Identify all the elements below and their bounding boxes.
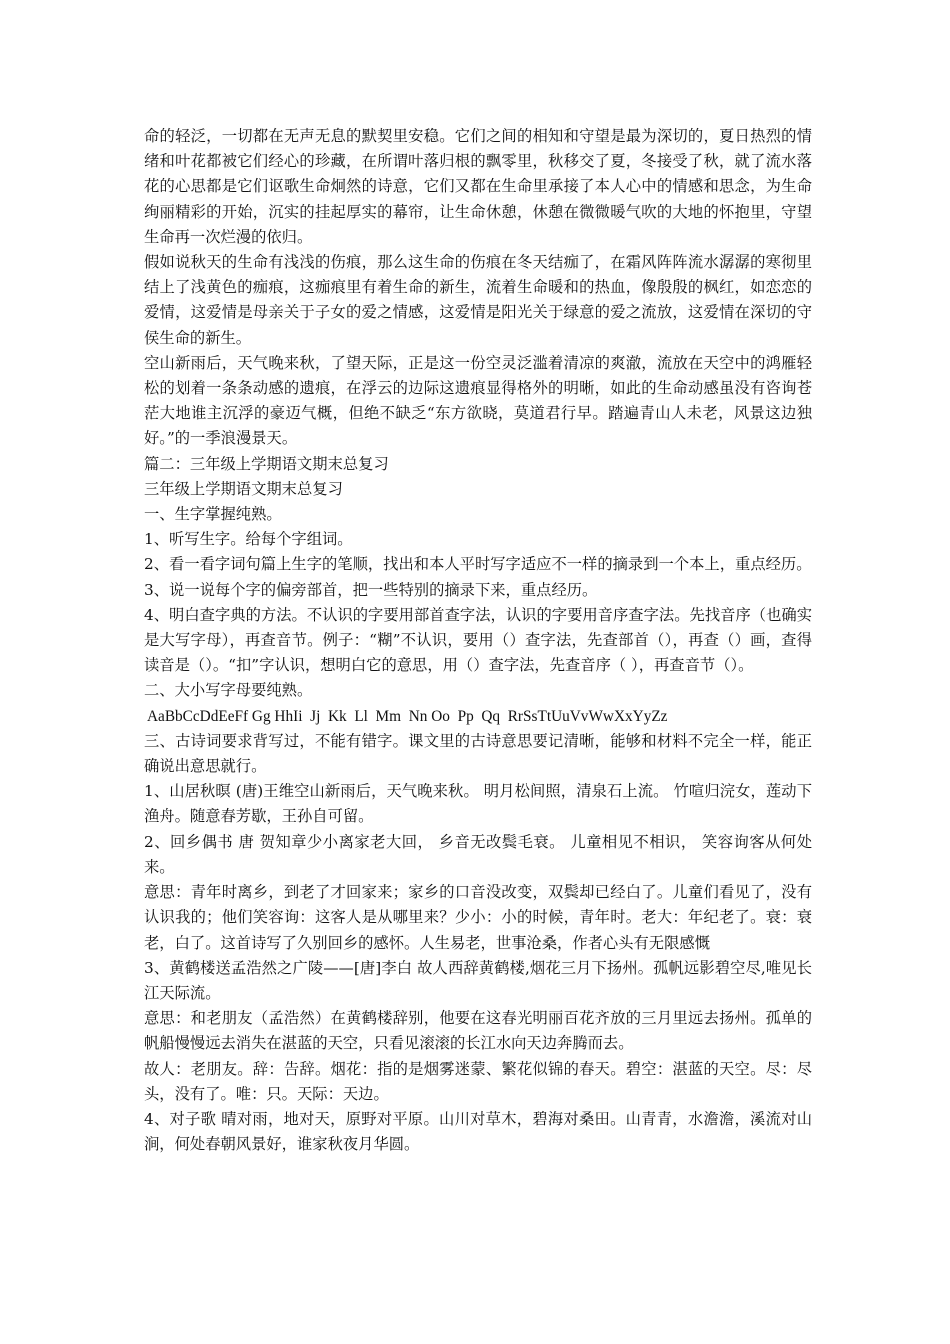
document-body <box>144 124 812 1157</box>
section-heading-part-two: 篇二：三年级上学期语文期末总复习 <box>144 454 389 473</box>
list-item-radicals: 3、说一说每个字的偏旁部首，把一些特别的摘录下来，重点经历。 <box>144 580 598 599</box>
list-item-dictionary: 4、明白查字典的方法。不认识的字要用部首查字法，认识的字要用音序查字法。先找音序（也确实是大写字母），再查音节。例子：“糊”不认识，要用（）查字法，先查部首（），再查（）画，查得读音是（）。“扣”字认识，想明白它的意思，用（）查字法，先查音序（ ），再查音节（）。 <box>144 605 812 675</box>
poem-yellow-crane-tower: 3、黄鹤楼送孟浩然之广陵——[唐]李白 故人西辞黄鹤楼,烟花三月下扬州。孤帆远影碧空尽,唯见长江天际流。 <box>144 958 812 1002</box>
section-heading-poems: 三、古诗词要求背写过，不能有错字。课文里的古诗意思要记清晰，能够和材料不完全一样，能正确说出意思就行。 <box>144 731 812 776</box>
couplet-song: 4、对子歌 晴对雨，地对天，原野对平原。山川对草木，碧海对桑田。山青青，水澹澹，溪流对山涧，何处春朝风景好，谁家秋夜月华圆。 <box>144 1109 812 1154</box>
paragraph-autumn-ending: 命的轻泛，一切都在无声无息的默契里安稳。它们之间的相知和守望是最为深切的，夏日热烈的情绪和叶花都被它们经心的珍藏，在所谓叶落归根的飘零里，秋移交了夏，冬接受了秋，就了流水落花的心思都是它们讴歌生命炯然的诗意，它们又都在生命里承接了本人心中的情感和思念，为生命绚丽精彩的开始，沉实的挂起厚实的幕帘，让生命休憩，休憩在微微暖气吹的大地的怀抱里，守望生命再一次烂漫的依归。 <box>144 127 812 246</box>
list-item-dictation: 1、听写生字。给每个字组词。 <box>144 530 353 549</box>
poem-mountain-autumn: 1、山居秋暝 (唐)王维空山新雨后，天气晚来秋。 明月松间照，清泉石上流。 竹喧归浣女，莲动下渔舟。随意春芳歇，王孙自可留。 <box>144 782 812 826</box>
review-title: 三年级上学期语文期末总复习 <box>144 479 343 498</box>
section-heading-characters: 一、生字掌握纯熟。 <box>144 505 282 524</box>
list-item-stroke-order: 2、看一看字词句篇上生字的笔顺，找出和本人平时写字适应不一样的摘录到一个本上，重点经历。 <box>144 555 812 574</box>
poem-homecoming-meaning: 意思：青年时离乡，到老了才回家来；家乡的口音没改变，双鬓却已经白了。儿童们看见了，没有认识我的；他们笑容询：这客人是从哪里来？少小：小的时候，青年时。老大：年纪老了。衰：衰老，白了。这首诗写了久别回乡的感怀。人生易老，世事沧桑，作者心头有无限感慨 <box>144 883 812 952</box>
paragraph-winter-scar: 假如说秋天的生命有浅浅的伤痕，那么这生命的伤痕在冬天结痂了，在霜风阵阵流水潺潺的寒彻里结上了浅黄色的痂痕，这痂痕里有着生命的新生，流着生命暖和的热血，像殷殷的枫红，如恋恋的爱情，这爱情是母亲关于子女的爱之情感，这爱情是阳光关于绿意的爱之流放，这爱情在深切的守侯生命的新生。 <box>144 253 812 347</box>
alphabet-line: AaBbCcDdEeFf Gg HhIi Jj Kk Ll Mm Nn Oo Pp Qq RrSsTtUuVvWwXxYyZz <box>144 707 668 725</box>
poem-yellow-crane-meaning: 意思：和老朋友（孟浩然）在黄鹤楼辞别，他要在这春光明丽百花齐放的三月里远去扬州。孤单的帆船慢慢远去消失在湛蓝的天空，只看见滚滚的长江水向天边奔腾而去。 <box>144 1009 812 1053</box>
poem-homecoming: 2、回乡偶书 唐 贺知章少小离家老大回， 乡音无改鬓毛衰。 儿童相见不相识， 笑容询客从何处来。 <box>144 832 812 876</box>
section-heading-letters: 二、大小写字母要纯熟。 <box>144 681 313 700</box>
poem-yellow-crane-glossary: 故人：老朋友。辞：告辞。烟花：指的是烟雾迷蒙、繁花似锦的春天。碧空：湛蓝的天空。尽：尽头，没有了。唯：只。天际：天边。 <box>144 1059 812 1103</box>
paragraph-empty-mountain: 空山新雨后，天气晚来秋，了望天际，正是这一份空灵泛滥着清凉的爽澈，流放在天空中的鸿雁轻松的划着一条条动感的遗痕，在浮云的边际这遗痕显得格外的明晰，如此的生命动感虽没有咨询苍茫大地谁主沉浮的豪迈气概，但绝不缺乏“东方欲晓，莫道君行早。踏遍青山人未老，风景这边独好。”的一季浪漫景天。 <box>144 353 812 448</box>
